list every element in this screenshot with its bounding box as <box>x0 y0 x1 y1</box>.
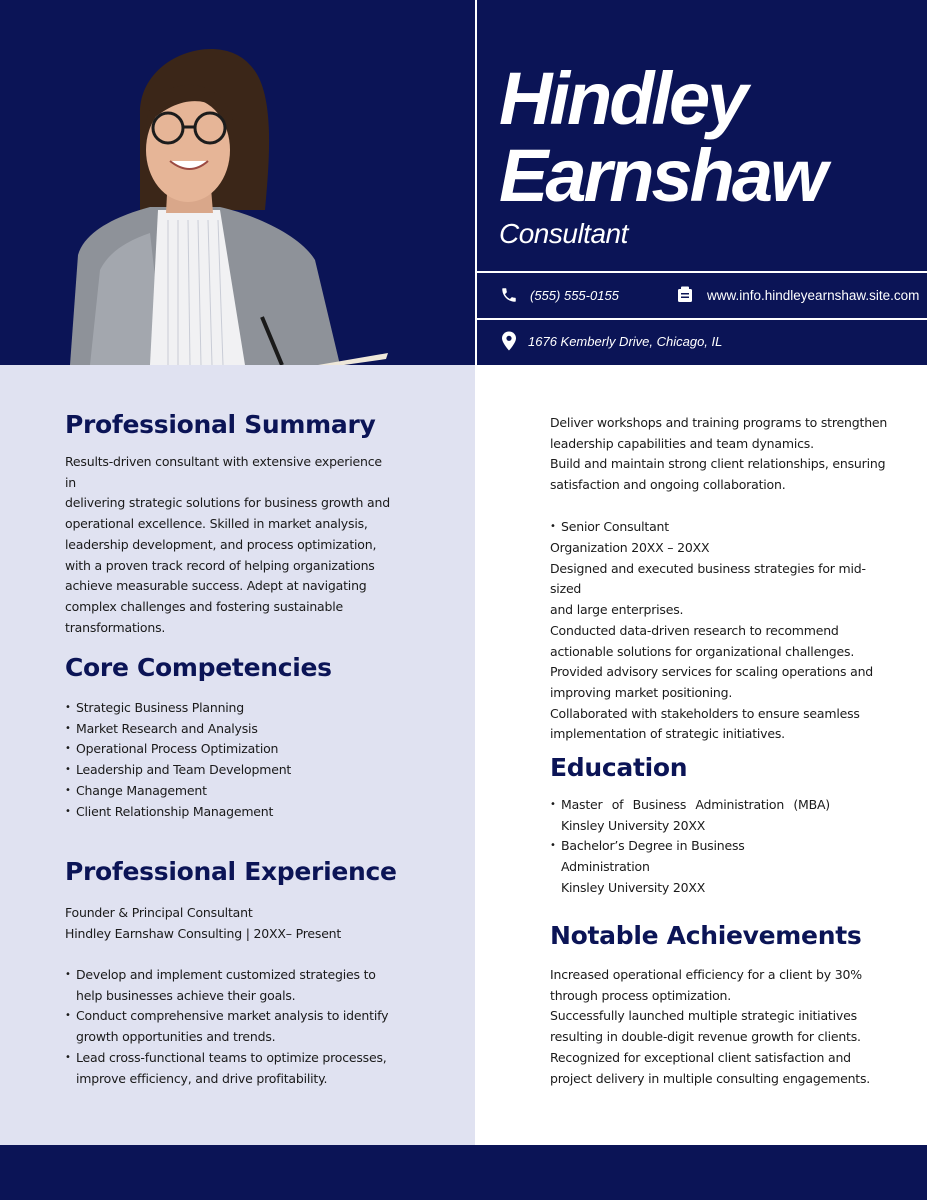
list-item: • Market Research and Analysis <box>65 719 395 740</box>
summary-heading: Professional Summary <box>65 410 376 439</box>
divider-top <box>477 271 927 273</box>
list-item: • Develop and implement customized strategies to help businesses achieve their goals. <box>65 965 405 1006</box>
job1-header <box>65 903 405 944</box>
competencies-heading: Core Competencies <box>65 653 332 682</box>
job1-bullets <box>65 965 405 1089</box>
experience-heading: Professional Experience <box>65 857 397 886</box>
divider-bottom <box>477 318 927 320</box>
website-link[interactable]: www.info.hindleyearnshaw.site.com <box>707 288 920 303</box>
list-item: • Lead cross-functional teams to optimize processes, improve efficiency, and drive profitability. <box>65 1048 405 1089</box>
competencies-list <box>65 698 395 822</box>
education-list <box>550 795 830 899</box>
list-item: • Change Management <box>65 781 395 802</box>
job2-org: Organization 20XX – 20XX <box>550 540 710 555</box>
list-item: • Strategic Business Planning <box>65 698 395 719</box>
last-name: Earnshaw <box>499 134 825 217</box>
header-panel <box>477 0 927 365</box>
photo-panel <box>0 0 475 365</box>
footer-band <box>0 1145 927 1200</box>
web-icon <box>677 286 693 303</box>
address: 1676 Kemberly Drive, Chicago, IL <box>528 334 723 349</box>
job2-title-list <box>550 517 895 538</box>
list-item: • Conduct comprehensive market analysis to identify growth opportunities and trends. <box>65 1006 405 1047</box>
achievements-heading: Notable Achievements <box>550 921 862 950</box>
phone-icon <box>500 286 518 304</box>
list-item: • Operational Process Optimization <box>65 739 395 760</box>
list-item: • Master of Business Administration (MBA) Kinsley University 20XX <box>550 795 830 836</box>
location-pin-icon <box>501 331 517 351</box>
list-item: • Bachelor’s Degree in Business Administration Kinsley University 20XX <box>550 836 830 898</box>
achievements-text: Increased operational efficiency for a client by 30% through process optimization. Successfully launched multiple strategic initiatives resulting in double-digit revenue growth for clients. Recognized for exceptional client satisfaction and project delivery in multiple consulting engagements. <box>550 967 871 1086</box>
job1-title: Founder & Principal Consultant <box>65 905 253 920</box>
summary-text: Results-driven consultant with extensive experience in delivering strategic solutions for business growth and operational excellence. Skilled in market analysis, leadership development, and process optimization, with a proven track record of helping organizations achieve measurable success. Adept at navigating complex challenges and fostering sustainable transformations. <box>65 454 390 635</box>
first-name: Hindley <box>499 57 746 140</box>
profile-photo <box>70 35 388 365</box>
job1-org: Hindley Earnshaw Consulting | 20XX– Present <box>65 925 342 941</box>
job2-details: Organization 20XX – 20XX Designed and executed business strategies for mid-sized and large enterprises. Conducted data-driven research to recommend actionable solutions for organizational challenges. Provided advisory services for scaling operations and improving market positioning. Collaborated with stakeholders to ensure seamless implementation of strategic initiatives. <box>550 538 895 745</box>
phone-number[interactable]: (555) 555-0155 <box>530 288 619 303</box>
education-heading: Education <box>550 753 688 782</box>
job-title: Consultant <box>499 218 628 249</box>
job1-more: Deliver workshops and training programs to strengthen leadership capabilities and team dynamics. Build and maintain strong client relationships, ensuring satisfaction and ongoing collaboration. <box>550 415 888 493</box>
job2-title: • Senior Consultant <box>550 517 895 538</box>
list-item: • Client Relationship Management <box>65 802 395 823</box>
list-item: • Leadership and Team Development <box>65 760 395 781</box>
